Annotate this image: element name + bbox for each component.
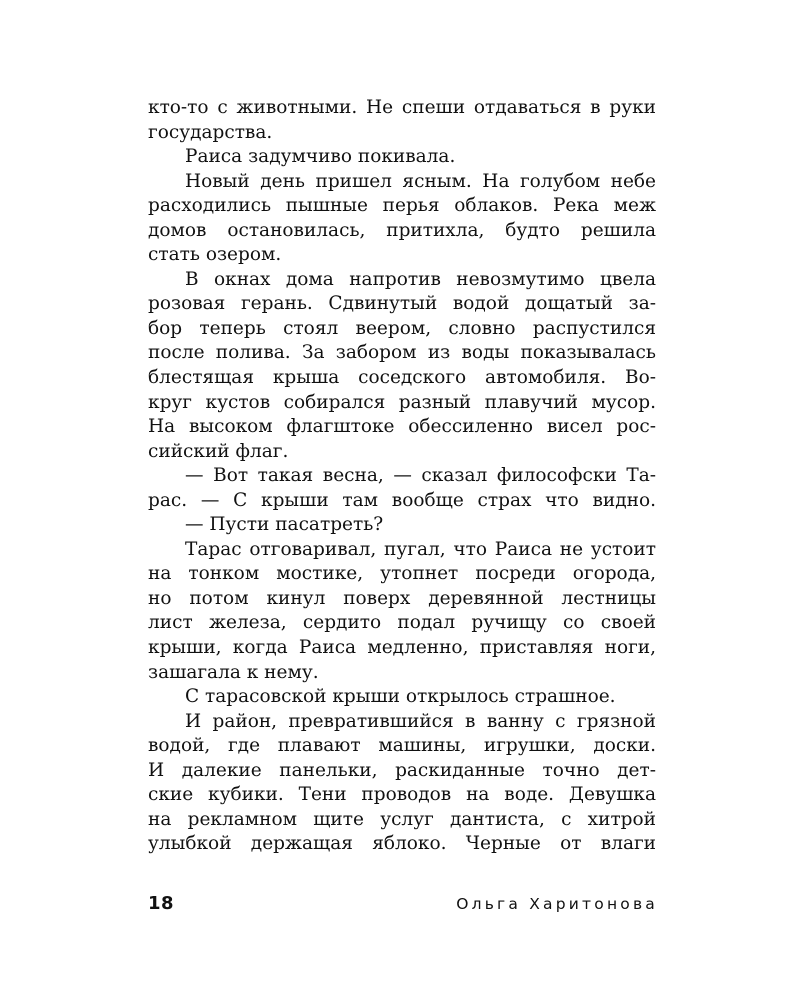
text-line: лист железа, сердито подал ручищу со своей xyxy=(148,612,656,634)
text-line: С тарасовской крыши открылось страшное. xyxy=(185,686,616,708)
text-line: стать озером. xyxy=(148,244,282,266)
text-line: сийский флаг. xyxy=(148,440,289,462)
text-line: — Пусти пасатреть? xyxy=(185,514,384,536)
text-line: на тонком мостике, утопнет посреди огорода, xyxy=(148,563,656,585)
text-line: круг кустов собирался разный плавучий мусор. xyxy=(148,391,656,413)
body-text xyxy=(148,96,656,857)
text-line: после полива. За забором из воды показывалась xyxy=(148,342,656,364)
text-line: на рекламном щите услуг дантиста, с хитрой xyxy=(148,808,656,830)
text-line: Раиса задумчиво покивала. xyxy=(185,146,456,168)
running-author: Ольга Харитонова xyxy=(456,895,658,913)
text-line: бор теперь стоял веером, словно распустился xyxy=(148,317,656,339)
text-line: Тарас отговаривал, пугал, что Раиса не устоит xyxy=(185,538,656,560)
text-line: но потом кинул поверх деревянной лестницы xyxy=(148,587,656,609)
text-line: И район, превратившийся в ванну с грязной xyxy=(185,710,656,732)
text-line: На высоком флагштоке обессиленно висел рос- xyxy=(148,416,656,438)
text-line: рас. — С крыши там вообще страх что видно. xyxy=(148,489,656,511)
text-line: водой, где плавают машины, игрушки, доски. xyxy=(148,735,656,757)
text-line: крыши, когда Раиса медленно, приставляя ноги, xyxy=(148,637,656,659)
text-line: — Вот такая весна, — сказал философски Та- xyxy=(185,465,656,487)
page-footer xyxy=(148,893,658,919)
text-line: расходились пышные перья облаков. Река меж xyxy=(148,195,656,217)
text-line: блестящая крыша соседского автомобиля. Во- xyxy=(148,367,656,389)
text-line: кто-то с животными. Не спеши отдаваться в руки xyxy=(148,97,656,118)
text-line: ские кубики. Тени проводов на воде. Девушка xyxy=(148,784,656,806)
text-line: государства. xyxy=(148,121,273,143)
text-line: улыбкой держащая яблоко. Черные от влаги xyxy=(148,833,656,855)
text-line: домов остановилась, притихла, будто решила xyxy=(148,219,656,241)
text-line: розовая герань. Сдвинутый водой дощатый за- xyxy=(148,293,656,315)
page-number: 18 xyxy=(148,893,175,914)
text-line: зашагала к нему. xyxy=(148,661,319,683)
text-line: В окнах дома напротив невозмутимо цвела xyxy=(185,268,656,290)
text-line: И далекие панельки, раскиданные точно дет- xyxy=(148,759,656,781)
text-line: Новый день пришел ясным. На голубом небе xyxy=(185,170,656,192)
